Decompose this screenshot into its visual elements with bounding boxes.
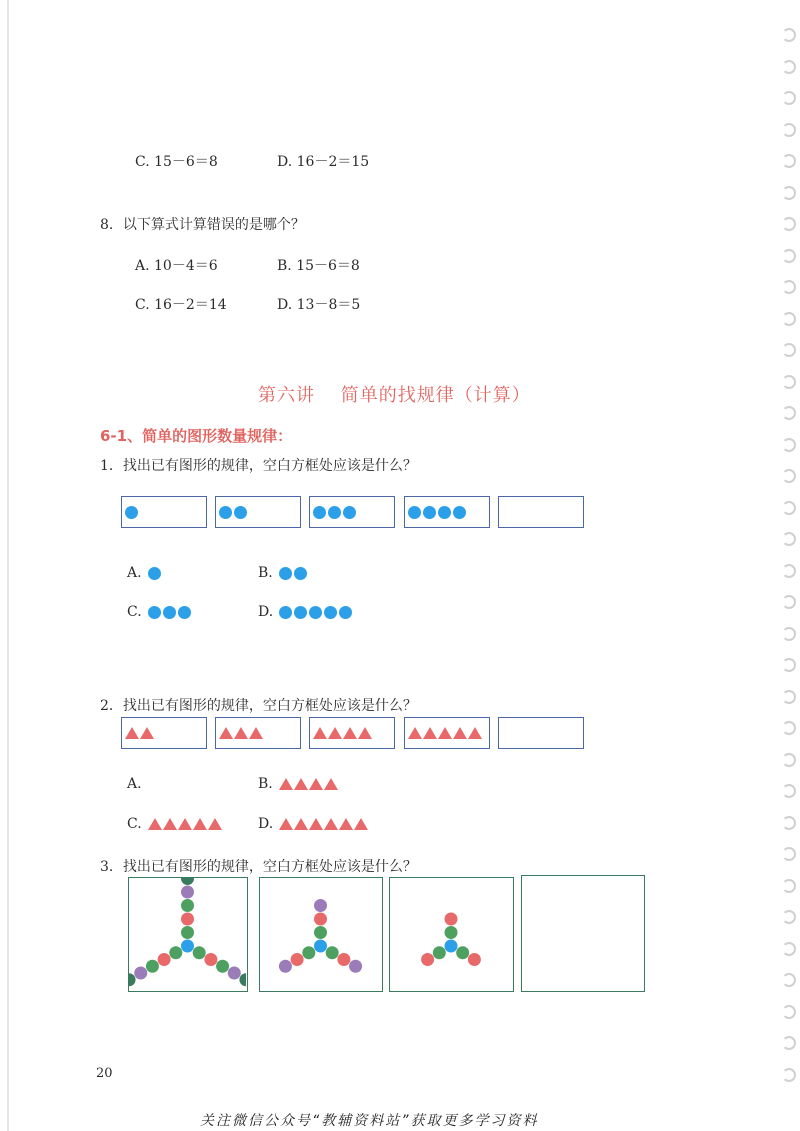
- blue-dot: [294, 567, 307, 580]
- red-triangle: [279, 778, 293, 790]
- figure-dot: [445, 913, 458, 926]
- spiral-ring: [782, 532, 796, 546]
- figure-dot: [181, 913, 194, 926]
- blue-dot: [343, 506, 356, 519]
- pattern-box: [309, 717, 395, 749]
- spiral-ring: [782, 1068, 796, 1082]
- option-shapes: [279, 567, 309, 580]
- spiral-ring: [782, 784, 796, 798]
- red-triangle: [125, 727, 139, 739]
- spiral-ring: [782, 1036, 796, 1050]
- blue-dot: [328, 506, 341, 519]
- red-triangle: [234, 727, 248, 739]
- red-triangle: [309, 778, 323, 790]
- page-number: 20: [96, 1066, 113, 1081]
- answer-option[interactable]: [258, 604, 354, 620]
- answer-option[interactable]: [258, 776, 339, 792]
- red-triangle: [313, 727, 327, 739]
- red-triangle: [423, 727, 437, 739]
- blue-dot: [234, 506, 247, 519]
- answer-option[interactable]: [127, 776, 148, 792]
- blue-dot: [313, 506, 326, 519]
- prev-option-d: D. 16－2＝15: [277, 154, 370, 170]
- figure-dot: [302, 946, 315, 959]
- figure-dot: [433, 946, 446, 959]
- red-triangle: [358, 727, 372, 739]
- answer-option[interactable]: [258, 565, 309, 581]
- option-shapes: [148, 567, 163, 580]
- blue-dot: [309, 606, 322, 619]
- red-triangle: [309, 818, 323, 830]
- blank-answer-box[interactable]: [498, 717, 584, 749]
- red-triangle: [178, 818, 192, 830]
- red-triangle: [208, 818, 222, 830]
- blue-dot: [339, 606, 352, 619]
- pattern-figure-box: [259, 877, 383, 992]
- q8-option-c: C. 16－2＝14: [135, 297, 227, 313]
- blue-dot: [438, 506, 451, 519]
- spiral-ring: [782, 595, 796, 609]
- figure-dot: [129, 973, 136, 986]
- spiral-ring: [782, 469, 796, 483]
- answer-option[interactable]: [127, 604, 193, 620]
- figure-dot: [181, 899, 194, 912]
- figure-dot: [181, 878, 194, 885]
- spiral-ring: [782, 910, 796, 924]
- figure-dot: [193, 946, 206, 959]
- spiral-ring: [782, 249, 796, 263]
- blank-answer-box[interactable]: [521, 875, 645, 992]
- section-title: 6-1、简单的图形数量规律：: [100, 427, 293, 445]
- figure-dot: [326, 946, 339, 959]
- red-triangle: [294, 818, 308, 830]
- spiral-ring: [782, 123, 796, 137]
- spiral-ring: [782, 217, 796, 231]
- spiral-ring: [782, 816, 796, 830]
- red-triangle: [328, 727, 342, 739]
- red-triangle: [343, 727, 357, 739]
- figure-dot: [468, 953, 481, 966]
- red-triangle: [148, 818, 162, 830]
- figure-center-dot: [181, 940, 194, 953]
- q8-option-d: D. 13－8＝5: [277, 297, 361, 313]
- option-label: B.: [258, 776, 273, 792]
- spiral-ring: [782, 438, 796, 452]
- q8-option-b: B. 15－6＝8: [277, 258, 360, 274]
- figure-dot: [445, 926, 458, 939]
- figure-dot: [421, 953, 434, 966]
- dot-figure: [129, 878, 246, 990]
- red-triangle: [219, 727, 233, 739]
- red-triangle: [163, 818, 177, 830]
- red-triangle: [193, 818, 207, 830]
- blue-dot: [148, 567, 161, 580]
- figure-dot: [169, 946, 182, 959]
- figure-dot: [279, 960, 292, 973]
- spiral-ring: [782, 658, 796, 672]
- blue-dot: [324, 606, 337, 619]
- pattern-box: [404, 717, 490, 749]
- figure-dot: [134, 967, 147, 980]
- dot-figure: [260, 878, 381, 990]
- spiral-ring: [782, 847, 796, 861]
- pattern-figure-box: [128, 877, 248, 992]
- option-label: C.: [127, 604, 142, 620]
- spiral-ring: [782, 312, 796, 326]
- red-triangle: [453, 727, 467, 739]
- figure-dot: [181, 926, 194, 939]
- option-label: D.: [258, 816, 274, 832]
- figure-dot: [204, 953, 217, 966]
- red-triangle: [468, 727, 482, 739]
- pattern-box: [309, 496, 395, 528]
- figure-dot: [239, 973, 246, 986]
- pattern-box: [215, 717, 301, 749]
- prev-option-c: C. 15－6＝8: [135, 154, 218, 170]
- spiral-ring: [782, 501, 796, 515]
- option-shapes: [279, 778, 339, 790]
- option-shapes: [279, 818, 369, 830]
- red-triangle: [438, 727, 452, 739]
- spiral-ring: [782, 753, 796, 767]
- figure-dot: [349, 960, 362, 973]
- figure-dot: [456, 946, 469, 959]
- figure-dot: [314, 899, 327, 912]
- pattern-box: [121, 717, 207, 749]
- spiral-ring: [782, 60, 796, 74]
- option-shapes: [279, 606, 354, 619]
- q8-option-a: A. 10－4＝6: [135, 258, 218, 274]
- blank-answer-box[interactable]: [498, 496, 584, 528]
- dot-figure: [390, 878, 512, 990]
- blue-dot: [423, 506, 436, 519]
- spiral-ring: [782, 186, 796, 200]
- spiral-ring: [782, 973, 796, 987]
- option-label: D.: [258, 604, 274, 620]
- binding-edge: [7, 0, 9, 1131]
- spiral-ring: [782, 375, 796, 389]
- spiral-ring: [782, 690, 796, 704]
- blue-dot: [408, 506, 421, 519]
- spiral-ring: [782, 28, 796, 42]
- red-triangle: [294, 778, 308, 790]
- pattern-box: [215, 496, 301, 528]
- figure-center-dot: [314, 940, 327, 953]
- answer-option[interactable]: [127, 565, 163, 581]
- spiral-ring: [782, 154, 796, 168]
- question-1-text: 1．找出已有图形的规律，空白方框处应该是什么？: [100, 458, 417, 474]
- figure-dot: [216, 960, 229, 973]
- red-triangle: [408, 727, 422, 739]
- option-label: B.: [258, 565, 273, 581]
- option-label: C.: [127, 816, 142, 832]
- answer-option[interactable]: [258, 816, 369, 832]
- spiral-ring: [782, 280, 796, 294]
- answer-option[interactable]: [127, 816, 223, 832]
- spiral-ring: [782, 564, 796, 578]
- option-shapes: [148, 606, 193, 619]
- question-2-text: 2．找出已有图形的规律，空白方框处应该是什么？: [100, 698, 417, 714]
- blue-dot: [125, 506, 138, 519]
- blue-dot: [453, 506, 466, 519]
- lecture-title: 第六讲 简单的找规律（计算）: [258, 385, 531, 406]
- option-label: A.: [127, 565, 142, 581]
- spiral-ring: [782, 942, 796, 956]
- figure-dot: [291, 953, 304, 966]
- pattern-box: [121, 496, 207, 528]
- figure-dot: [158, 953, 171, 966]
- spiral-ring: [782, 627, 796, 641]
- red-triangle: [324, 818, 338, 830]
- blue-dot: [294, 606, 307, 619]
- red-triangle: [249, 727, 263, 739]
- question-8-text: 8．以下算式计算错误的是哪个？: [100, 217, 305, 233]
- blue-dot: [279, 567, 292, 580]
- spiral-ring: [782, 343, 796, 357]
- spiral-ring: [782, 721, 796, 735]
- blue-dot: [163, 606, 176, 619]
- spiral-ring: [782, 91, 796, 105]
- red-triangle: [324, 778, 338, 790]
- figure-dot: [181, 886, 194, 899]
- blue-dot: [178, 606, 191, 619]
- red-triangle: [354, 818, 368, 830]
- blue-dot: [148, 606, 161, 619]
- blue-dot: [279, 606, 292, 619]
- red-triangle: [279, 818, 293, 830]
- spiral-ring: [782, 406, 796, 420]
- figure-dot: [146, 960, 159, 973]
- option-label: A.: [127, 776, 142, 792]
- spiral-ring: [782, 1005, 796, 1019]
- red-triangle: [339, 818, 353, 830]
- figure-center-dot: [445, 940, 458, 953]
- figure-dot: [337, 953, 350, 966]
- figure-dot: [228, 967, 241, 980]
- footer-note: 关注微信公众号“教辅资料站”获取更多学习资料: [200, 1113, 539, 1129]
- option-shapes: [148, 818, 223, 830]
- figure-dot: [314, 913, 327, 926]
- figure-dot: [314, 926, 327, 939]
- red-triangle: [140, 727, 154, 739]
- question-3-text: 3．找出已有图形的规律，空白方框处应该是什么？: [100, 859, 417, 875]
- blue-dot: [219, 506, 232, 519]
- spiral-ring: [782, 879, 796, 893]
- pattern-figure-box: [389, 877, 514, 992]
- pattern-box: [404, 496, 490, 528]
